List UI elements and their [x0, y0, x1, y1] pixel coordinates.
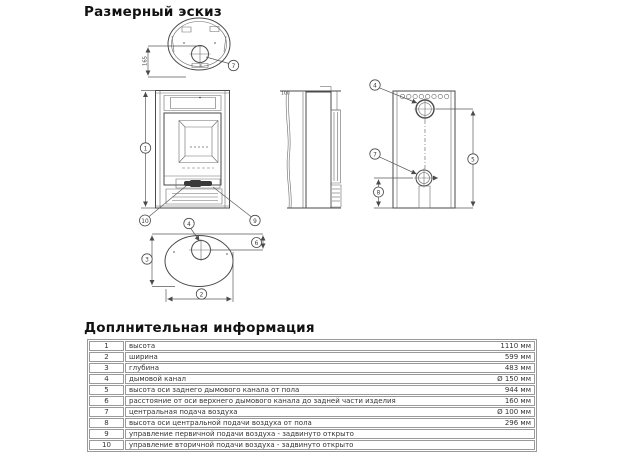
dimension-1-height	[140, 91, 155, 209]
dimension-165	[143, 46, 203, 77]
svg-text:2: 2	[199, 292, 204, 299]
row-value: 599 мм	[504, 353, 531, 361]
rear-central-air-inlet	[414, 169, 438, 188]
row-value: 160 мм	[504, 397, 531, 405]
row-value: 944 мм	[504, 386, 531, 394]
row-description: центральная подача воздуха	[129, 408, 238, 416]
bottom-smoke-channel	[189, 239, 213, 261]
row-number: 3	[89, 363, 124, 373]
additional-info-table	[87, 339, 537, 452]
row-description: высота оси заднего дымового канала от пола	[129, 386, 300, 394]
front-view	[140, 91, 261, 227]
svg-text:10: 10	[141, 218, 149, 225]
side-view	[280, 87, 341, 209]
rear-vent-holes	[400, 94, 449, 98]
row-description: высота оси центральной подачи воздуха от пола	[129, 419, 312, 427]
row-value: Ø 150 мм	[497, 375, 531, 383]
row-description: расстояние от оси верхнего дымового канала до задней части изделия	[129, 397, 396, 405]
dimension-5-smoke-axis-height	[436, 109, 478, 208]
svg-text:1: 1	[143, 146, 148, 153]
rear-smoke-outlet	[414, 98, 436, 120]
bottom-view	[142, 218, 263, 302]
top-view-central-air-port	[190, 46, 211, 63]
air-control-levers	[176, 179, 220, 188]
row-value: Ø 100 мм	[497, 408, 531, 416]
svg-text:7: 7	[373, 152, 377, 159]
svg-text:4: 4	[187, 221, 191, 228]
table-row	[89, 374, 535, 384]
row-value: 296 мм	[504, 419, 531, 427]
table-row	[89, 363, 535, 373]
row-number: 5	[89, 385, 124, 395]
svg-text:7: 7	[231, 63, 236, 70]
row-value: 1110 мм	[500, 342, 531, 350]
row-description: глубина	[129, 364, 160, 372]
svg-text:5: 5	[471, 157, 475, 164]
table-row	[89, 407, 535, 417]
table-row	[89, 396, 535, 406]
svg-text:6: 6	[254, 240, 259, 247]
row-number: 2	[89, 352, 124, 362]
base-grill	[166, 189, 222, 204]
table-row	[89, 352, 535, 362]
side-base-grill	[331, 185, 341, 207]
row-description: высота	[129, 342, 156, 350]
row-number: 4	[89, 374, 124, 384]
dim-label-165: 165	[142, 56, 149, 66]
svg-text:9: 9	[253, 218, 257, 225]
side-view-note: 100	[281, 91, 290, 97]
row-number: 10	[89, 440, 124, 450]
info-section-title: Доплнительная информация	[84, 320, 315, 336]
table-row	[89, 385, 535, 395]
row-description: управление вторичной подачи воздуха - задвинуто открыто	[129, 441, 354, 449]
row-number: 7	[89, 407, 124, 417]
svg-text:8: 8	[376, 190, 381, 197]
row-number: 6	[89, 396, 124, 406]
table-row	[89, 429, 535, 439]
table-row	[89, 418, 535, 428]
row-description: управление первичной подачи воздуха - задвинуто открыто	[129, 430, 354, 438]
row-description: дымовой канал	[129, 375, 186, 383]
row-description: ширина	[129, 353, 158, 361]
callout-9-secondary-air	[213, 187, 260, 226]
glass-air-holes	[190, 146, 207, 147]
svg-text:3: 3	[145, 257, 149, 264]
table-row	[89, 341, 535, 351]
callout-7-top	[206, 57, 239, 71]
rear-view	[370, 80, 478, 208]
top-view	[143, 18, 239, 77]
row-number: 9	[89, 429, 124, 439]
table-row	[89, 440, 535, 450]
row-number: 8	[89, 418, 124, 428]
row-number: 1	[89, 341, 124, 351]
dimension-3-depth	[142, 236, 175, 287]
svg-text:4: 4	[373, 83, 377, 90]
row-value: 483 мм	[504, 364, 531, 372]
page-title: Размерный эскиз	[84, 4, 222, 20]
